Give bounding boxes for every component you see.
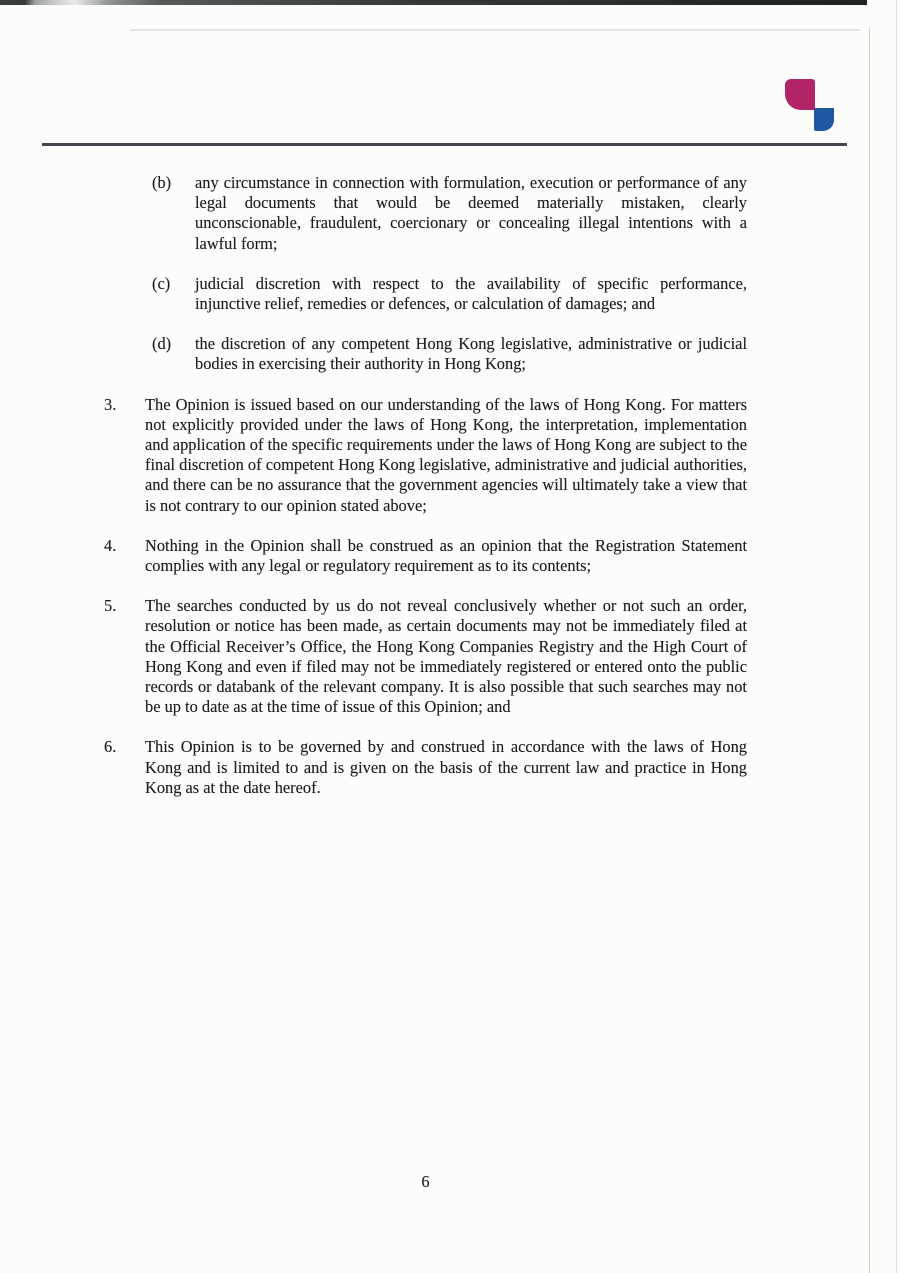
company-logo (785, 79, 834, 131)
paragraph-number: 5. (104, 596, 117, 616)
list-item-label: (c) (152, 273, 171, 293)
list-item-label: (d) (152, 334, 172, 354)
paragraph-text: The searches conducted by us do not reveal conclusively whether or not such an order, resolution or notice has been made, as certain documents may not be immediately filed at the Official Receiver’s Office, the Hong Kong Companies Registry and the High Court of Hong Kong and even if filed may not be immediately registered or entered onto the public records or databank of the relevant company. It is also possible that such searches may not be up to date as at the time of issue of this Opinion; and (145, 596, 747, 717)
paragraph-number: 6. (104, 737, 117, 757)
scan-edge-artifact-top (0, 0, 867, 5)
scan-smudge-artifact (130, 29, 860, 31)
list-item-text: judicial discretion with respect to the availability of specific performance, injunctive relief, remedies or defences, or calculation of damages; and (195, 273, 747, 314)
paragraph-text: This Opinion is to be governed by and construed in accordance with the laws of Hong Kong and is limited to and is given on the basis of the current law and practice in Hong Kong as at the date hereof. (145, 737, 747, 797)
document-body (104, 173, 747, 818)
list-item-b (104, 173, 747, 254)
paragraph-6 (104, 737, 747, 798)
list-item-label: (b) (152, 173, 172, 192)
paragraph-text: The Opinion is issued based on our understanding of the laws of Hong Kong. For matters not explicitly provided under the laws of Hong Kong, the interpretation, implementation and application of the specific requirements under the laws of Hong Kong are subject to the final discretion of competent Hong Kong legislative, administrative and judicial authorities, and there can be no assurance that the government agencies will ultimately take a view that is not contrary to our opinion stated above; (145, 394, 747, 515)
paragraph-3 (104, 395, 747, 516)
paragraph-5 (104, 596, 747, 717)
list-item-c (104, 274, 747, 314)
logo-blue-shape (814, 108, 834, 131)
paragraph-number: 4. (104, 535, 117, 555)
header-divider-rule (42, 143, 847, 146)
scan-outer-edge-line (896, 0, 897, 1273)
list-item-text: any circumstance in connection with formulation, execution or performance of any legal documents that would be deemed materially mistaken, clearly unconscionable, fraudulent, coercionary or concealing illegal intentions with a lawful form; (195, 173, 747, 253)
paragraph-4 (104, 536, 747, 576)
paragraph-text: Nothing in the Opinion shall be construed as an opinion that the Registration Statement complies with any legal or regulatory requirement as to its contents; (145, 535, 747, 576)
paragraph-number: 3. (104, 394, 117, 414)
logo-magenta-shape (785, 79, 815, 110)
list-item-text: the discretion of any competent Hong Kong legislative, administrative or judicial bodies in exercising their authority in Hong Kong; (195, 334, 747, 374)
list-item-d (104, 334, 747, 374)
page-number: 6 (421, 1172, 430, 1191)
scan-page-edge-line (869, 28, 870, 1273)
